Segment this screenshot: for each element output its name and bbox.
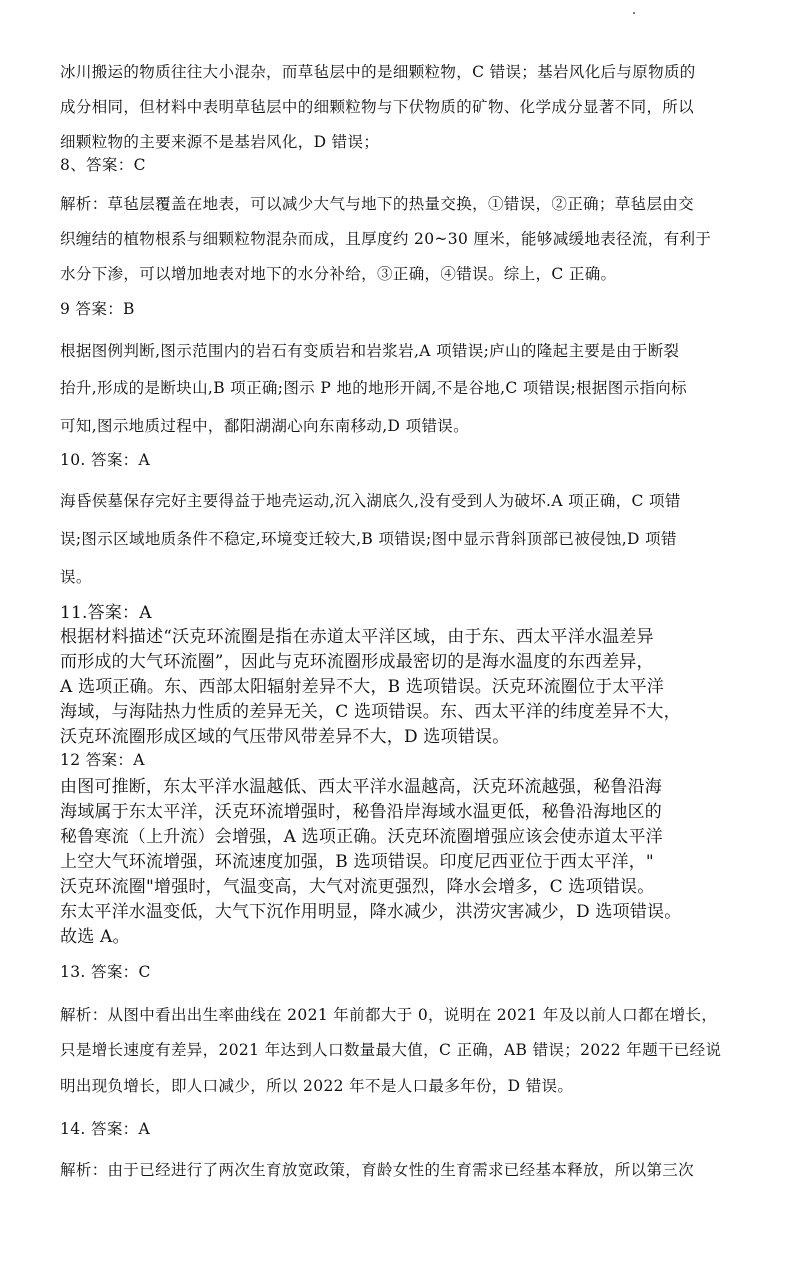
- text-line: 细颗粒物的主要来源不是基岩风化，D 错误；: [60, 133, 380, 151]
- text-line: 沃克环流圈"增强时，气温变高，大气对流更强烈，降水会增多，C 选项错误。: [60, 877, 655, 897]
- answer-heading: 13. 答案：C: [60, 963, 151, 981]
- answer-heading: 8、答案：C: [60, 156, 146, 174]
- text-line: 解析：从图中看出出生率曲线在 2021 年前都大于 0，说明在 2021 年及以前人口都在增长，: [60, 1006, 718, 1024]
- text-line: 海域，与海陆热力性质的差异无关，C 选项错误。东、西太平洋的纬度差异不大，: [60, 702, 681, 722]
- text-line: 海昏侯墓保存完好主要得益于地壳运动,沉入湖底久,没有受到人为破坏.A 项正确，C 项错: [60, 492, 681, 510]
- scan-dot: [633, 12, 635, 14]
- text-line: 海域属于东太平洋，沃克环流增强时，秘鲁沿岸海域水温更低，秘鲁沿海地区的: [60, 802, 662, 822]
- answer-heading: 11.答案：A: [60, 603, 152, 623]
- text-line: 解析：由于已经进行了两次生育放宽政策，育龄女性的生育需求已经基本释放，所以第三次: [60, 1161, 695, 1179]
- answer-heading: 9 答案：B: [60, 300, 135, 318]
- text-line: 根据材料描述“沃克环流圈是指在赤道太平洋区域，由于东、西太平洋水温差异: [60, 627, 654, 647]
- text-line: 明出现负增长，即人口减少，所以 2022 年不是人口最多年份，D 错误。: [60, 1077, 574, 1095]
- text-line: 而形成的大气环流圈”，因此与克环流圈形成最密切的是海水温度的东西差异，: [60, 652, 654, 672]
- text-line: 根据图例判断,图示范围内的岩石有变质岩和岩浆岩,A 项错误;庐山的隆起主要是由于断裂: [60, 342, 680, 360]
- text-line: 沃克环流圈形成区域的气压带风带差异不大，D 选项错误。: [60, 727, 510, 747]
- text-line: 只是增长速度有差异，2021 年达到人口数量最大值，C 正确，AB 错误；2022 年题干已经说: [60, 1041, 722, 1059]
- answer-heading: 10. 答案：A: [60, 451, 151, 469]
- answer-heading: 14. 答案：A: [60, 1120, 151, 1138]
- text-line: 误。: [60, 568, 92, 586]
- text-line: 冰川搬运的物质往往大小混杂，而草毡层中的是细颗粒物，C 错误；基岩风化后与原物质的: [60, 63, 696, 81]
- text-line: 可知,图示地质过程中，鄱阳湖湖心向东南移动,D 项错误。: [60, 417, 470, 435]
- text-line: 秘鲁寒流（上升流）会增强，A 选项正确。沃克环流圈增强应该会使赤道太平洋: [60, 827, 663, 847]
- text-line: 水分下渗，可以增加地表对地下的水分补给，③正确，④错误。综上，C 正确。: [60, 265, 617, 283]
- text-line: 由图可推断，东太平洋水温越低、西太平洋水温越高，沃克环流越强，秘鲁沿海: [60, 777, 662, 797]
- text-line: A 选项正确。东、西部太阳辐射差异不大，B 选项错误。沃克环流圈位于太平洋: [60, 677, 664, 697]
- text-line: 误;图示区域地质条件不稳定,环境变迁较大,B 项错误;图中显示背斜顶部已被侵蚀,D 项错: [60, 530, 677, 548]
- text-line: 东太平洋水温变低，大气下沉作用明显，降水减少，洪涝灾害减少，D 选项错误。: [60, 902, 682, 922]
- text-line: 抬升,形成的是断块山,B 项正确;图示 P 地的地形开阔,不是谷地,C 项错误;根据图示指向标: [60, 379, 687, 397]
- text-line: 上空大气环流增强，环流速度加强，B 选项错误。印度尼西亚位于西太平洋，": [60, 852, 654, 872]
- text-line: 成分相同，但材料中表明草毡层中的细颗粒物与下伏物质的矿物、化学成分显著不同，所以: [60, 98, 695, 116]
- text-line: 故选 A。: [60, 927, 130, 947]
- text-line: 解析：草毡层覆盖在地表，可以减少大气与地下的热量交换，①错误，②正确；草毡层由交: [60, 195, 695, 213]
- text-line: 织缠结的植物根系与细颗粒物混杂而成，且厚度约 20~30 厘米，能够减缓地表径流，有利于: [60, 230, 712, 248]
- answer-heading: 12 答案：A: [60, 751, 145, 769]
